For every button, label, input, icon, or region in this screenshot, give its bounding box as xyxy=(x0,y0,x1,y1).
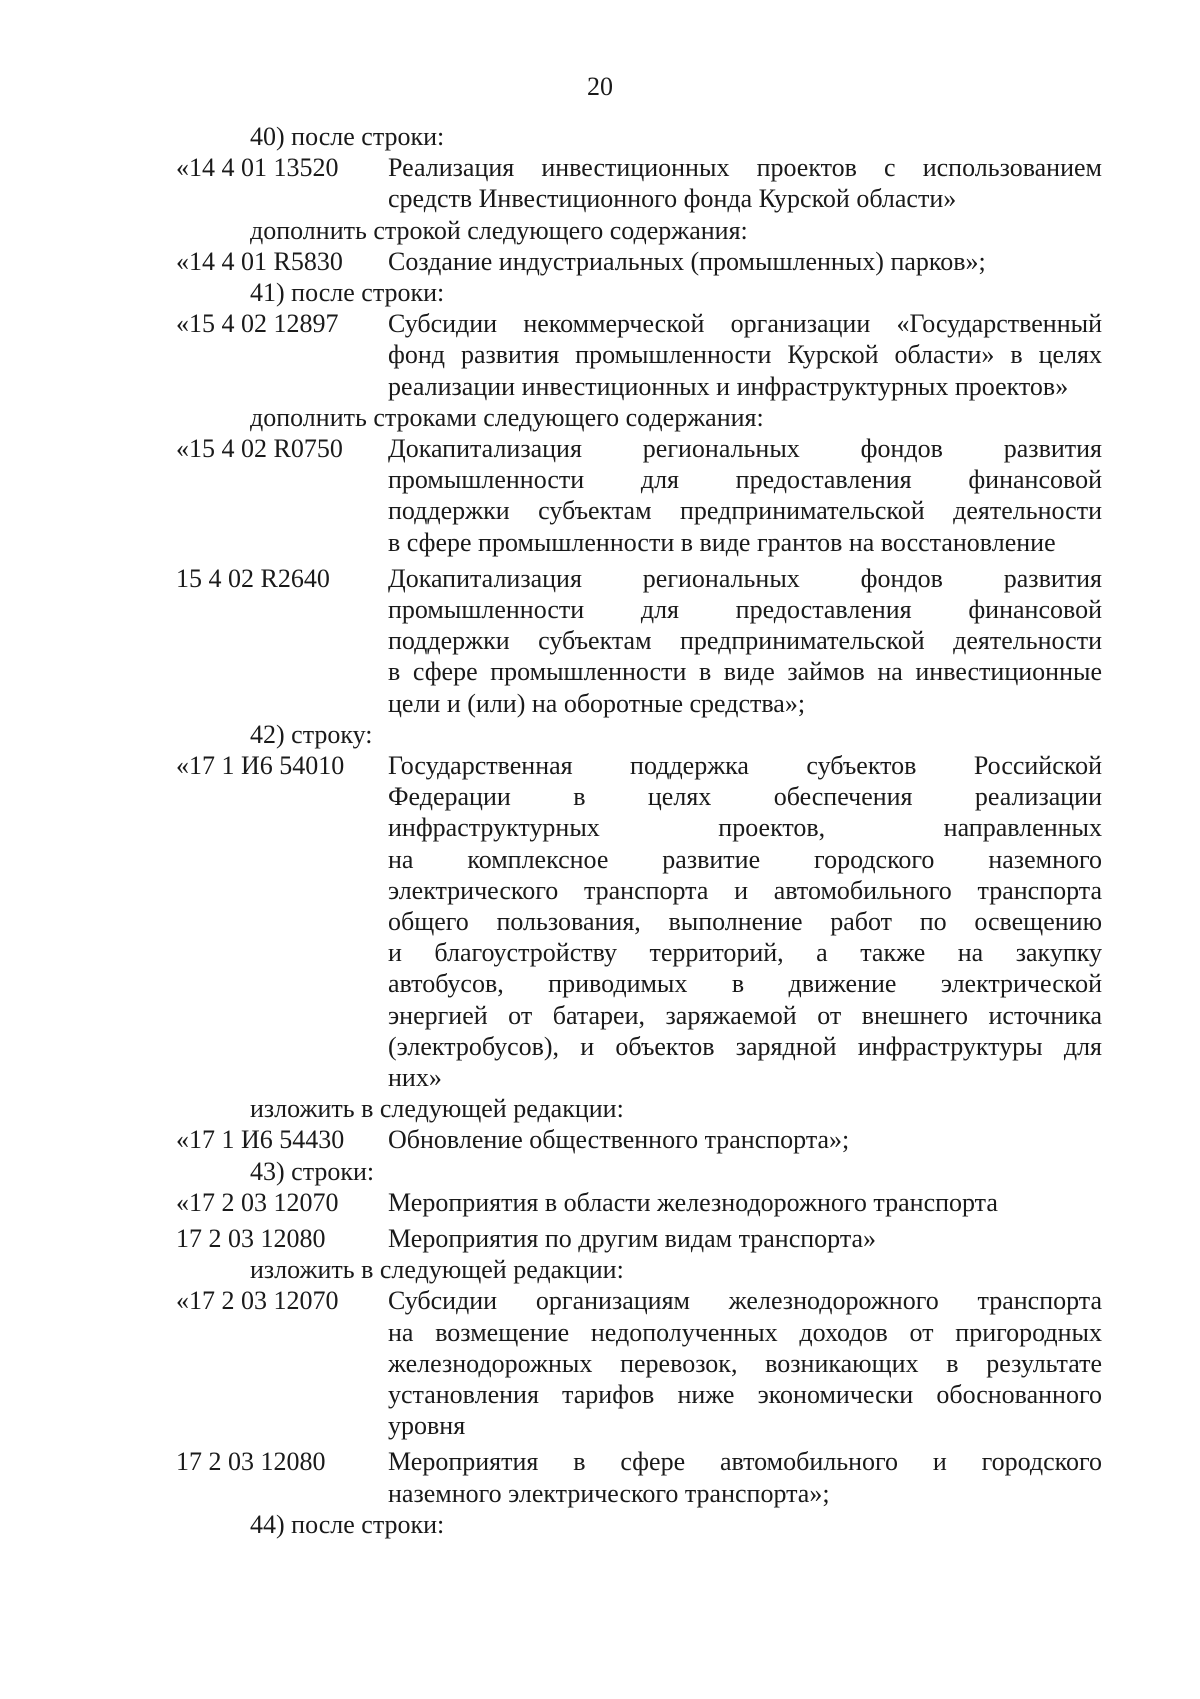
row-text-line: и благоустройству территорий, а также на закупку xyxy=(388,938,1102,968)
row-text-line: Докапитализация региональных фондов развития xyxy=(388,434,1102,463)
instruction-line: изложить в следующей редакции: xyxy=(250,1255,624,1285)
page-number: 20 xyxy=(587,72,613,101)
row-text-line: реализации инвестиционных и инфраструктурных проектов» xyxy=(388,371,1069,401)
row-code: «17 1 И6 54010 xyxy=(176,751,345,780)
instruction-line: 42) строку: xyxy=(250,719,373,749)
row-text-line: установления тарифов ниже экономически обоснованного xyxy=(388,1380,1102,1409)
row-text-line: Субсидии некоммерческой организации «Государственный xyxy=(388,309,1102,339)
row-text-line: Реализация инвестиционных проектов с использованием xyxy=(388,153,1102,183)
row-text-line: электрического транспорта и автомобильного транспорта xyxy=(388,875,1102,905)
instruction-line: 43) строки: xyxy=(250,1156,375,1186)
instruction-line: дополнить строкой следующего содержания: xyxy=(250,215,748,245)
row-code: 15 4 02 R2640 xyxy=(176,563,330,593)
row-text-line: уровня xyxy=(388,1411,466,1441)
row-text-line: Обновление общественного транспорта»; xyxy=(388,1125,850,1155)
row-text-line: них» xyxy=(388,1063,442,1092)
row-text-line: наземного электрического транспорта»; xyxy=(388,1478,830,1508)
row-text-line: общего пользования, выполнение работ по освещению xyxy=(388,907,1102,936)
instruction-line: дополнить строками следующего содержания: xyxy=(250,402,764,432)
instruction-line: 44) после строки: xyxy=(250,1509,445,1539)
row-code: «14 4 01 R5830 xyxy=(176,246,343,276)
row-text-line: средств Инвестиционного фонда Курской области» xyxy=(388,184,957,214)
row-text-line: поддержки субъектам предпринимательской деятельности xyxy=(388,496,1102,526)
row-code: «15 4 02 R0750 xyxy=(176,434,343,463)
instruction-line: 41) после строки: xyxy=(250,278,445,307)
row-text-line: Докапитализация региональных фондов развития xyxy=(388,563,1102,593)
row-text-line: железнодорожных перевозок, возникающих в результате xyxy=(388,1348,1102,1378)
row-text-line: Мероприятия в сфере автомобильного и городского xyxy=(388,1447,1102,1477)
row-code: «17 2 03 12070 xyxy=(176,1286,339,1316)
instruction-line: изложить в следующей редакции: xyxy=(250,1094,624,1124)
row-text-line: поддержки субъектам предпринимательской деятельности xyxy=(388,626,1102,656)
row-text-line: на комплексное развитие городского наземного xyxy=(388,844,1102,874)
row-text-line: цели и (или) на оборотные средства»; xyxy=(388,688,806,718)
row-text-line: промышленности для предоставления финансовой xyxy=(388,595,1102,624)
row-code: «14 4 01 13520 xyxy=(176,153,339,183)
row-text-line: Создание индустриальных (промышленных) парков»; xyxy=(388,246,986,276)
row-text-line: в сфере промышленности в виде грантов на восстановление xyxy=(388,527,1056,557)
row-text-line: (электробусов), и объектов зарядной инфраструктуры для xyxy=(388,1031,1102,1061)
row-text-line: фонд развития промышленности Курской области» в целях xyxy=(388,340,1102,370)
row-code: 17 2 03 12080 xyxy=(176,1447,326,1477)
row-text-line: в сфере промышленности в виде займов на инвестиционные xyxy=(388,657,1102,687)
row-code: 17 2 03 12080 xyxy=(176,1224,326,1253)
row-text-line: Федерации в целях обеспечения реализации xyxy=(388,782,1102,812)
row-text-line: энергией от батареи, заряжаемой от внешнего источника xyxy=(388,1000,1102,1030)
row-text-line: Мероприятия в области железнодорожного транспорта xyxy=(388,1187,998,1217)
instruction-line: 40) после строки: xyxy=(250,122,445,151)
row-text-line: на возмещение недополученных доходов от пригородных xyxy=(388,1317,1102,1347)
row-text-line: Субсидии организациям железнодорожного транспорта xyxy=(388,1286,1102,1316)
row-text-line: Мероприятия по другим видам транспорта» xyxy=(388,1224,877,1253)
row-text-line: инфраструктурных проектов, направленных xyxy=(388,813,1102,843)
row-text-line: Государственная поддержка субъектов Российской xyxy=(388,751,1102,780)
row-text-line: автобусов, приводимых в движение электрической xyxy=(388,969,1102,999)
row-code: «17 1 И6 54430 xyxy=(176,1125,345,1155)
row-code: «15 4 02 12897 xyxy=(176,309,339,339)
row-text-line: промышленности для предоставления финансовой xyxy=(388,465,1102,495)
row-code: «17 2 03 12070 xyxy=(176,1187,339,1217)
